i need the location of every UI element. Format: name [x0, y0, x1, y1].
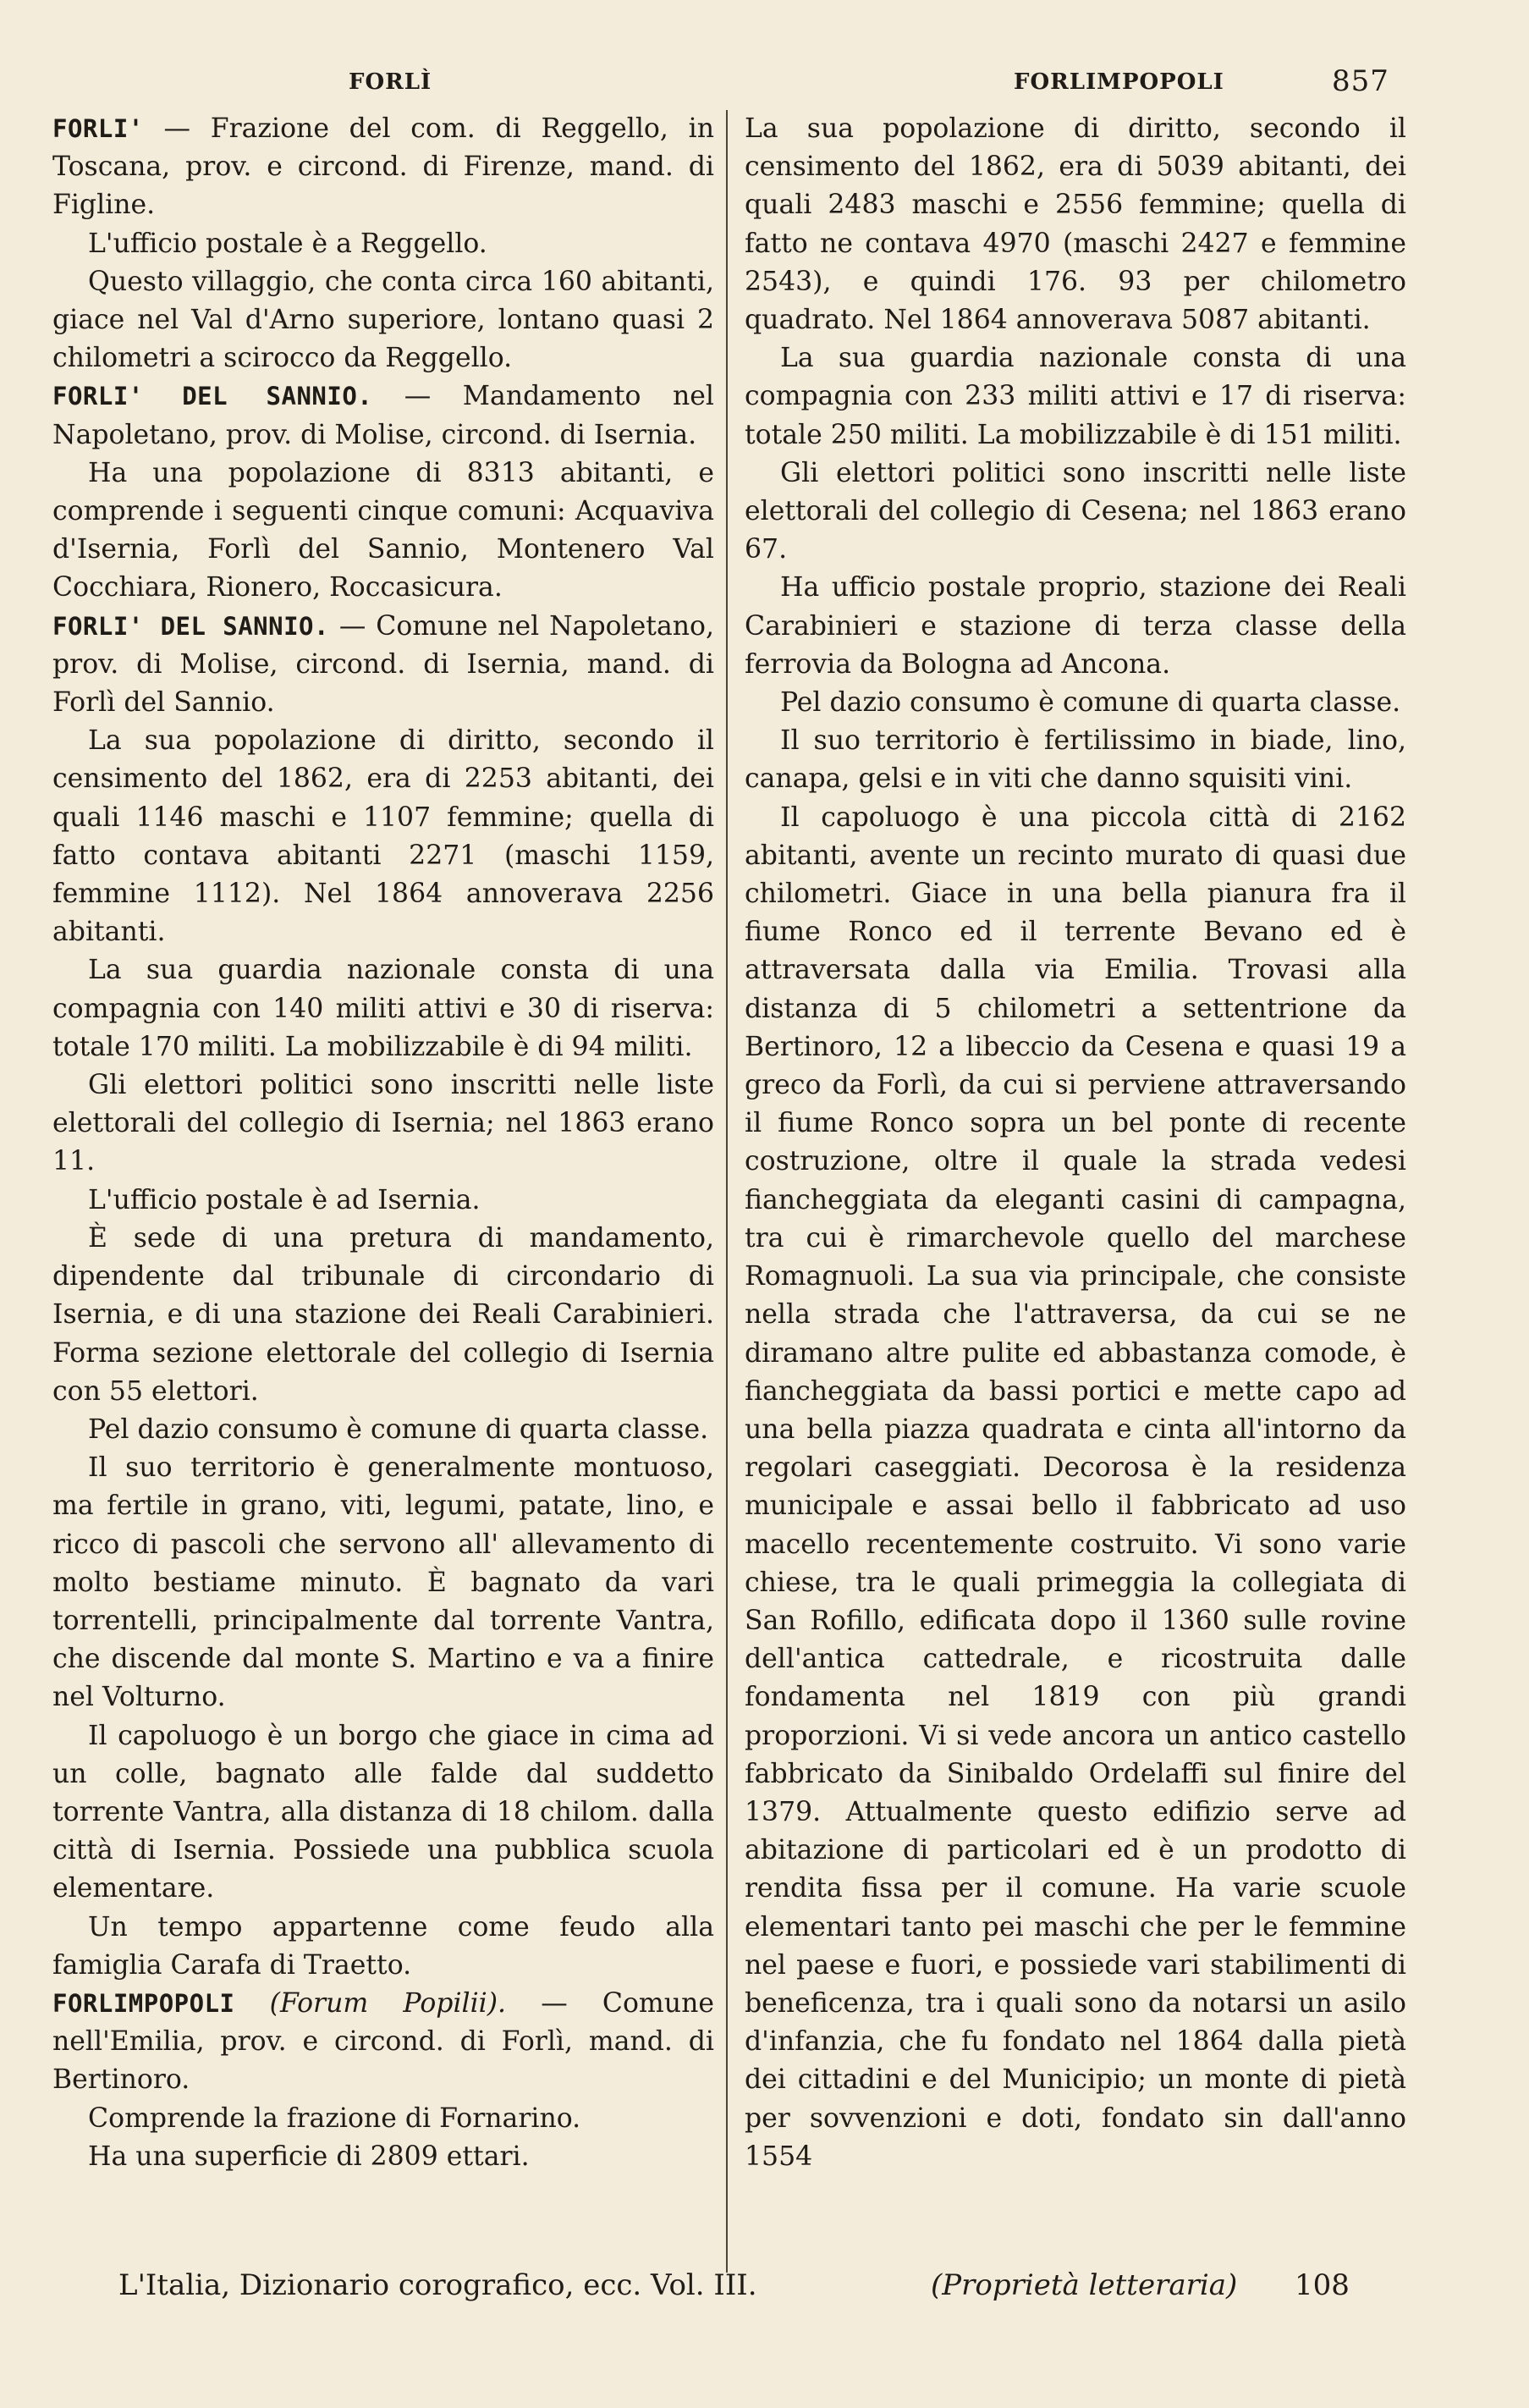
- paragraph-text: La sua guardia nazionale consta di una compagnia con 233 militi attivi e 17 di riserva: totale 250 militi. La mobilizzabile è di 151 militi.: [745, 343, 1406, 450]
- page-number: 857: [1332, 64, 1389, 98]
- body-paragraph: [745, 339, 1406, 455]
- footer-signature: 108: [1295, 2268, 1350, 2302]
- body-paragraph: [52, 722, 714, 951]
- paragraph-text: È sede di una pretura di mandamento, dipendente dal tribunale di circondario di Isernia, e di una stazione dei Reali Carabinieri. Forma sezione elettorale del collegio di Isernia con 55 elettori.: [52, 1222, 714, 1407]
- body-paragraph: [52, 1909, 714, 1985]
- entry-headword: FORLI' DEL SANNIO.: [52, 382, 373, 411]
- paragraph-text: — Frazione del com. di Reggello, in Toscana, prov. e circond. di Firenze, mand. di Figline.: [52, 113, 714, 221]
- paragraph-text: Gli elettori politici sono inscritti nelle liste elettorali del collegio di Cesena; nel 1863 erano 67.: [745, 457, 1406, 565]
- paragraph-text: Un tempo appartenne come feudo alla famiglia Carafa di Traetto.: [52, 1911, 714, 1981]
- body-paragraph: [52, 1182, 714, 1220]
- entry-paragraph: [745, 110, 1406, 339]
- entry-headword: FORLI' DEL SANNIO.: [52, 611, 329, 641]
- paragraph-text: Pel dazio consumo è comune di quarta classe.: [780, 687, 1401, 719]
- paragraph-text: Il capoluogo è una piccola città di 2162 abitanti, avente un recinto murato di quasi due chilometri. Giace in una bella pianura fra il fiume Ronco ed il terrente Bevano ed è attraversata dalla via Emilia. Trovasi alla distanza di 5 chilometri a settentrione da Bertinoro, 12 a libeccio da Cesena e quasi 19 a greco da Forlì, da cui si perviene attraversando il fiume Ronco sopra un bel ponte di recente costruzione, oltre il quale la strada vedesi fiancheggiata da eleganti casini di campagna, tra cui è rimarchevole quello del marchese Romagnuoli. La sua via principale, che consiste nella strada che l'attraversa, da cui se ne diramano altre pulite ed abbastanza comode, è fiancheggiata da bassi portici e mette capo ad una bella piazza quadrata e cinta all'intorno da regolari caseggiati. Decorosa è la residenza municipale e assai bello il fabbricato ad uso macello recentemente costruito. Vi sono varie chiese, tra le quali primeggia la collegiata di San Rofillo, edificata dopo il 1360 sulle rovine dell'antica cattedrale, e ricostruita dalle fondamenta nel 1819 con più grandi proporzioni. Vi si vede ancora un antico castello fabbricato da Sinibaldo Ordelaffi sul finire del 1379. Attualmente questo edifizio serve ad abitazione di particolari ed è un prodotto di rendita fissa per il comune. Ha varie scuole elementari tanto pei maschi che per le femmine nel paese e fuori, e possiede vari stabilimenti di beneficenza, tra i quali sono da notarsi un asilo d'infanzia, che fu fondato nel 1864 dalla pietà dei cittadini e del Municipio; un monte di pietà per sovvenzioni e doti, fondato sin dall'anno 1554: [745, 802, 1406, 2172]
- paragraph-text: Gli elettori politici sono inscritti nelle liste elettorali del collegio di Isernia; nel 1863 erano 11.: [52, 1070, 714, 1177]
- column-divider: [726, 110, 728, 2273]
- paragraph-text: La sua popolazione di diritto, secondo il censimento del 1862, era di 2253 abitanti, dei quali 1146 maschi e 1107 femmine; quella di fatto contava abitanti 2271 (maschi 1159, femmine 1112). Nel 1864 annoverava 2256 abitanti.: [52, 725, 714, 948]
- body-paragraph: [745, 799, 1406, 2176]
- paragraph-text: — Mandamento nel Napoletano, prov. di Molise, circond. di Isernia.: [52, 381, 714, 450]
- body-paragraph: [745, 684, 1406, 722]
- body-paragraph: [52, 455, 714, 608]
- paragraph-text: La sua guardia nazionale consta di una compagnia con 140 militi attivi e 30 di riserva: totale 170 militi. La mobilizzabile è di 94 militi.: [52, 955, 714, 1062]
- paragraph-text: — Comune nell'Emilia, prov. e circond. di Forlì, mand. di Bertinoro.: [52, 1987, 714, 2096]
- entry-headword: FORLI': [52, 114, 144, 143]
- footer-rights: (Proprietà letteraria): [931, 2268, 1238, 2302]
- body-paragraph: [52, 1449, 714, 1716]
- paragraph-text: L'ufficio postale è ad Isernia.: [88, 1184, 481, 1215]
- entry-paragraph: [52, 608, 714, 723]
- body-paragraph: [52, 2100, 714, 2138]
- right-column: [745, 110, 1406, 2176]
- paragraph-text: Ha una popolazione di 8313 abitanti, e comprende i seguenti cinque comuni: Acquaviva d'Isernia, Forlì del Sannio, Montenero Val Cocchiara, Rionero, Roccasicura.: [52, 457, 714, 603]
- body-paragraph: [745, 722, 1406, 798]
- body-paragraph: [52, 1066, 714, 1182]
- body-paragraph: [52, 1220, 714, 1411]
- entry-paragraph: [52, 1985, 714, 2100]
- entry-paragraph: [52, 110, 714, 225]
- running-head-left: FORLÌ: [349, 69, 432, 95]
- paragraph-text: Il suo territorio è generalmente montuoso, ma fertile in grano, viti, legumi, patate, lino, e ricco di pascoli che servono all' allevamento di molto bestiame minuto. È bagnato da vari torrentelli, principalmente dal torrente Vantra, che discende dal monte S. Martino e va a finire nel Volturno.: [52, 1452, 714, 1713]
- paragraph-text: Ha una superficie di 2809 ettari.: [88, 2141, 530, 2172]
- latin-name: (Forum Popilii).: [234, 1987, 507, 2019]
- body-paragraph: [52, 2138, 714, 2176]
- paragraph-text: Il capoluogo è un borgo che giace in cima ad un colle, bagnato alle falde dal suddetto torrente Vantra, alla distanza di 18 chilom. dalla città di Isernia. Possiede una pubblica scuola elementare.: [52, 1720, 714, 1904]
- left-column: [52, 110, 714, 2176]
- paragraph-text: — Comune nel Napoletano, prov. di Molise, circond. di Isernia, mand. di Forlì del Sannio.: [52, 610, 714, 719]
- entry-headword: FORLIMPOPOLI: [52, 1988, 235, 2018]
- paragraph-text: Ha ufficio postale proprio, stazione dei Reali Carabinieri e stazione di terza classe della ferrovia da Bologna ad Ancona.: [745, 572, 1406, 680]
- paragraph-text: Comprende la frazione di Fornarino.: [88, 2102, 581, 2134]
- body-paragraph: [52, 1717, 714, 1909]
- body-paragraph: [52, 225, 714, 263]
- paragraph-text: L'ufficio postale è a Reggello.: [88, 228, 487, 259]
- body-paragraph: [745, 455, 1406, 570]
- paragraph-text: Questo villaggio, che conta circa 160 abitanti, giace nel Val d'Arno superiore, lontano quasi 2 chilometri a scirocco da Reggello.: [52, 266, 714, 374]
- running-head-right: FORLIMPOPOLI: [1014, 69, 1224, 95]
- body-paragraph: [52, 263, 714, 378]
- body-paragraph: [52, 951, 714, 1066]
- paragraph-text: Il suo territorio è fertilissimo in biade, lino, canapa, gelsi e in viti che danno squisiti vini.: [745, 725, 1406, 795]
- body-paragraph: [52, 1411, 714, 1449]
- footer-source: L'Italia, Dizionario corografico, ecc. Vol. III.: [118, 2268, 757, 2302]
- body-paragraph: [745, 569, 1406, 684]
- entry-paragraph: [52, 377, 714, 454]
- paragraph-text: Pel dazio consumo è comune di quarta classe.: [88, 1413, 709, 1445]
- paragraph-text: La sua popolazione di diritto, secondo il censimento del 1862, era di 5039 abitanti, dei quali 2483 maschi e 2556 femmine; quella di fatto ne contava 4970 (maschi 2427 e femmine 2543), e quindi 176. 93 per chilometro quadrato. Nel 1864 annoverava 5087 abitanti.: [745, 113, 1406, 336]
